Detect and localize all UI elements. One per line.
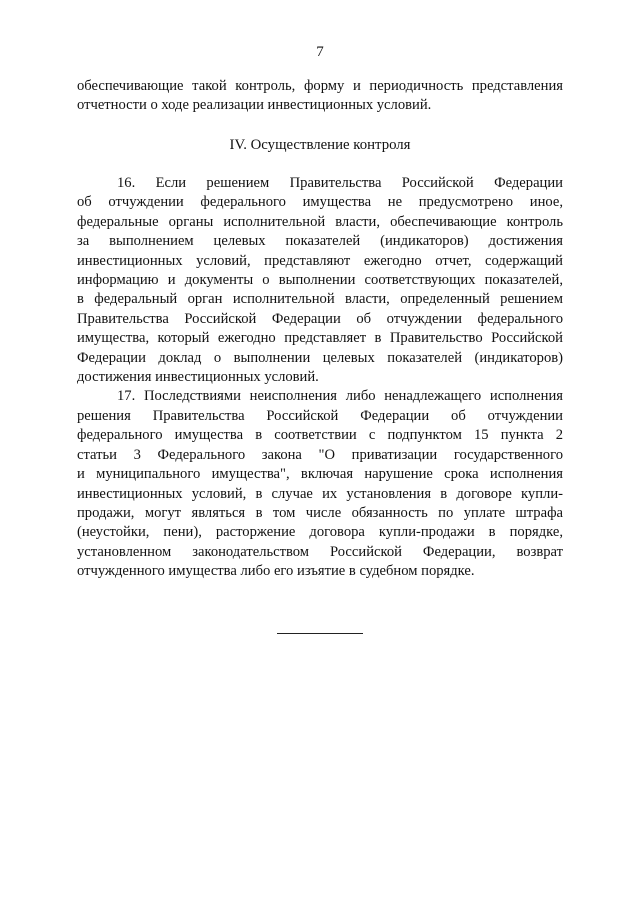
text-line: Федерации доклад о выполнении целевых показателей (индикаторов)	[77, 349, 563, 366]
text-line: об отчуждении федерального имущества не предусмотрено иное,	[77, 194, 563, 211]
text-line: (неустойки, пени), расторжение договора купли-продажи в порядке,	[77, 524, 563, 541]
end-separator-line	[277, 633, 363, 634]
text-line: информацию и документы о выполнении соответствующих показателей,	[77, 272, 563, 289]
text-line: решения Правительства Российской Федерации об отчуждении	[77, 407, 563, 424]
text-line: статьи 3 Федерального закона "О приватизации государственного	[77, 446, 563, 463]
text-line: инвестиционных условий, представляют ежегодно отчет, содержащий	[77, 252, 563, 269]
text-line: в федеральный орган исполнительной власти, определенный решением	[77, 291, 563, 308]
text-line: федеральные органы исполнительной власти, обеспечивающие контроль	[77, 213, 563, 230]
section-heading: IV. Осуществление контроля	[229, 137, 411, 153]
paragraph-16	[77, 174, 563, 582]
text-line: отчужденного имущества либо его изъятие в судебном порядке.	[77, 563, 475, 580]
text-line: продажи, могут являться в том числе обязанность по уплате штрафа	[77, 504, 563, 521]
text-line: за выполнением целевых показателей (индикаторов) достижения	[77, 233, 563, 250]
text-line: имущества, который ежегодно представляет в Правительство Российской	[77, 330, 563, 347]
text-line: отчетности о ходе реализации инвестиционных условий.	[77, 97, 432, 114]
text-line: федерального имущества в соответствии с подпунктом 15 пункта 2	[77, 427, 563, 444]
intro-paragraph	[77, 77, 563, 116]
text-line: 17. Последствиями неисполнения либо ненадлежащего исполнения	[117, 388, 563, 405]
text-line: 16. Если решением Правительства Российской Федерации	[117, 175, 563, 191]
text-line: инвестиционных условий, в случае их установления в договоре купли-	[77, 485, 563, 502]
text-line: установленном законодательством Российской Федерации, возврат	[77, 543, 563, 560]
text-line: Правительства Российской Федерации об отчуждении федерального	[77, 310, 563, 327]
text-line: достижения инвестиционных условий.	[77, 369, 319, 386]
text-line: обеспечивающие такой контроль, форму и периодичность представления	[77, 78, 563, 94]
page-number: 7	[316, 44, 324, 60]
text-line: и муниципального имущества", включая нарушение срока исполнения	[77, 466, 563, 483]
